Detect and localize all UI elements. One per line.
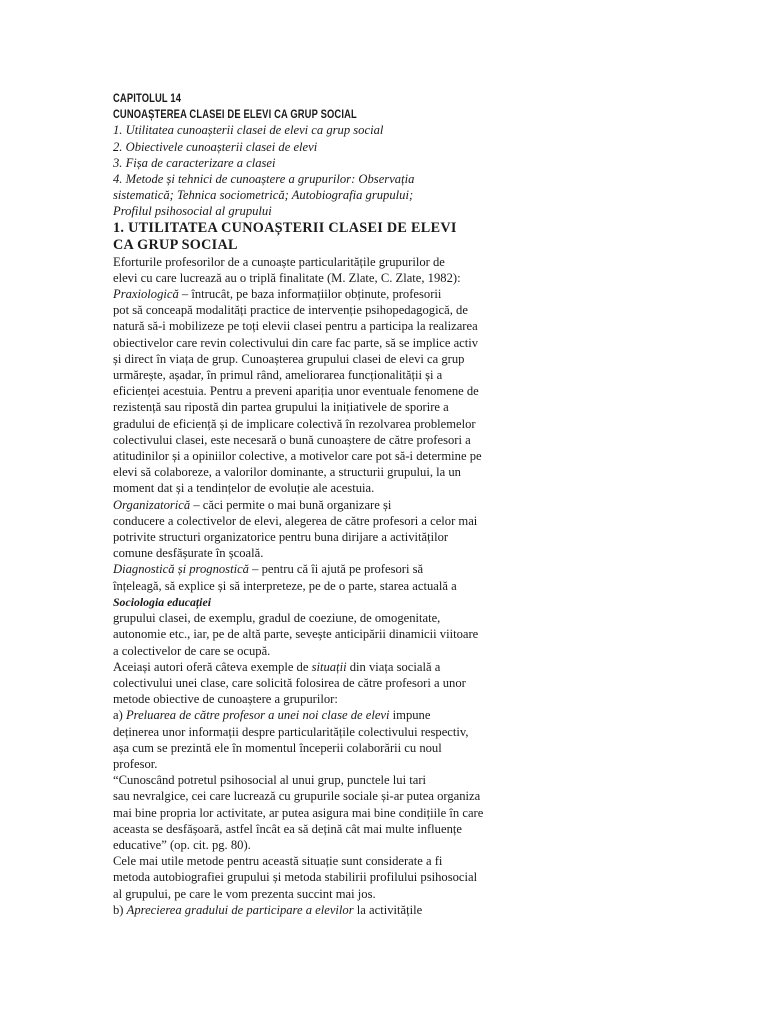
text-line: rezistență sau ripostă din partea grupului la inițiativele de sporire a [113,400,449,415]
text-line: atitudinilor și a opiniilor colective, a motivelor care pot să-i determine pe [113,449,482,464]
text-line: b) Aprecierea gradului de participare a elevilor la activitățile [113,902,423,917]
text-line: urmărește, așadar, în primul rând, ameliorarea funcționalității și a [113,368,443,383]
toc-item: 3. Fișa de caracterizare a clasei [113,155,276,170]
quote-paragraph [113,772,673,853]
text-line: deținerea unor informații despre particularitățile colectivului respectiv, [113,724,469,739]
text-line: colectivului clasei, este necesară o bună cunoaștere de către profesori a [113,432,471,447]
text-line: obiectivelor care revin colectivului din care fac parte, să se implice activ [113,335,479,350]
text-line: grupului clasei, de exemplu, gradul de coeziune, de omogenitate, [113,611,441,626]
text-line: înțeleagă, să explice și să interpreteze, pe de o parte, starea actuală a [113,578,457,593]
toc-item: 2. Obiectivele cunoașterii clasei de elevi [113,139,318,154]
section-heading [113,220,673,254]
text-line: comune desfășurate în școală. [113,546,264,561]
toc-item: sistematică; Tehnica sociometrică; Autobiografia grupului; [113,188,414,203]
text-line: metoda autobiografiei grupului și metoda stabilirii profilului psihosocial [113,870,478,885]
chapter-contents [113,122,673,219]
text-line: mai bine propria lor activitate, ar putea asigura mai bine condițiile în care [113,805,484,820]
text-line: al grupului, pe care le vom prezenta succint mai jos. [113,886,376,901]
text-line: potrivite structuri organizatorice pentru buna dirijare a activităților [113,530,449,545]
text-line: eficienței acestuia. Pentru a preveni apariția unor eventuale fenomene de [113,384,479,399]
chapter-title: CUNOAȘTEREA CLASEI DE ELEVI CA GRUP SOCIAL [113,107,357,122]
text-line: Organizatorică – căci permite o mai bună organizare și [113,497,392,512]
text-line: “Cunoscând potretul psihosocial al unui grup, punctele lui tari [113,773,427,788]
toc-item: 1. Utilitatea cunoașterii clasei de elevi ca grup social [113,123,384,138]
text-line: conducere a colectivelor de elevi, alegerea de către profesori a celor mai [113,513,478,528]
text-line: natură să-i mobilizeze pe toți elevii clasei pentru a participa la realizarea [113,319,478,334]
methods-paragraph [113,853,673,902]
text-line: a) Preluarea de către profesor a unei noi clase de elevi impune [113,708,431,723]
chapter-label: CAPITOLUL 14 [113,91,182,105]
intro-paragraph [113,254,673,286]
text-line: elevi cu care lucrează au o triplă finalitate (M. Zlate, C. Zlate, 1982): [113,270,461,285]
term-organizatorica: Organizatorică [113,497,191,512]
text-line: Cele mai utile metode pentru această situație sunt considerate a fi [113,854,443,869]
text-line: sau nevralgice, cei care lucrează cu grupurile sociale și-ar putea organiza [113,789,481,804]
situatii-paragraph [113,659,673,708]
text-line: autonomie etc., iar, pe de altă parte, sevește anticipării dinamicii viitoare [113,627,479,642]
text-line: Diagnostică și prognostică – pentru că îi ajută pe profesori să [113,562,424,577]
section-heading-line: CA GRUP SOCIAL [113,236,238,253]
text-line: Aceiași autori oferă câteva exemple de situații din viața socială a [113,659,441,674]
point-b-paragraph [113,902,673,918]
page-content [113,90,673,918]
diagnostica-paragraph [113,561,673,658]
text-line: colectivului unei clase, care solicită folosirea de către profesori a unor [113,675,466,690]
text-line: educative” (op. cit. pg. 80). [113,837,251,852]
text-line: Eforturile profesorilor de a cunoaște particularitățile grupurilor de [113,254,445,269]
term-situatii: situații [311,659,347,674]
praxiologica-paragraph [113,286,673,497]
text-line: aceasta se desfășoară, astfel încât ea să dețină cât mai multe influențe [113,821,462,836]
term-diagnostica: Diagnostică și prognostică [113,562,249,577]
toc-item: 4. Metode și tehnici de cunoaștere a grupurilor: Observația [113,172,415,187]
point-a-paragraph [113,707,673,772]
text-line: elevi să colaboreze, a valorilor dominante, a structurii grupului, la un [113,465,461,480]
section-heading-line: 1. UTILITATEA CUNOAȘTERII CLASEI DE ELEVI [113,219,457,236]
text-line: metode obiective de cunoaștere a grupurilor: [113,692,338,707]
text-line: așa cum se prezintă ele în momentul începerii colaborării cu noul [113,740,442,755]
text-line: a colectivelor de care se ocupă. [113,643,271,658]
text-line: pot să conceapă modalități practice de intervenție psihopedagogică, de [113,303,468,318]
text-line: Praxiologică – întrucât, pe baza informațiilor obținute, profesorii [113,287,442,302]
toc-item: Profilul psihosocial al grupului [113,204,272,219]
text-line: moment dat și a tendințelor de evoluție ale acestuia. [113,481,375,496]
text-line: gradului de eficiență și de implicare colectivă în rezolvarea problemelor [113,416,476,431]
term-aprecierea: Aprecierea gradului de participare a elevilor [126,902,354,917]
text-line: și direct în viața de grup. Cunoașterea grupului clasei de elevi ca grup [113,351,465,366]
text-line: profesor. [113,756,158,771]
running-header: Sociologia educației [113,594,211,609]
term-preluarea: Preluarea de către profesor a unei noi clase de elevi [125,708,390,723]
term-praxiologica: Praxiologică [113,287,179,302]
organizatorica-paragraph [113,497,673,562]
